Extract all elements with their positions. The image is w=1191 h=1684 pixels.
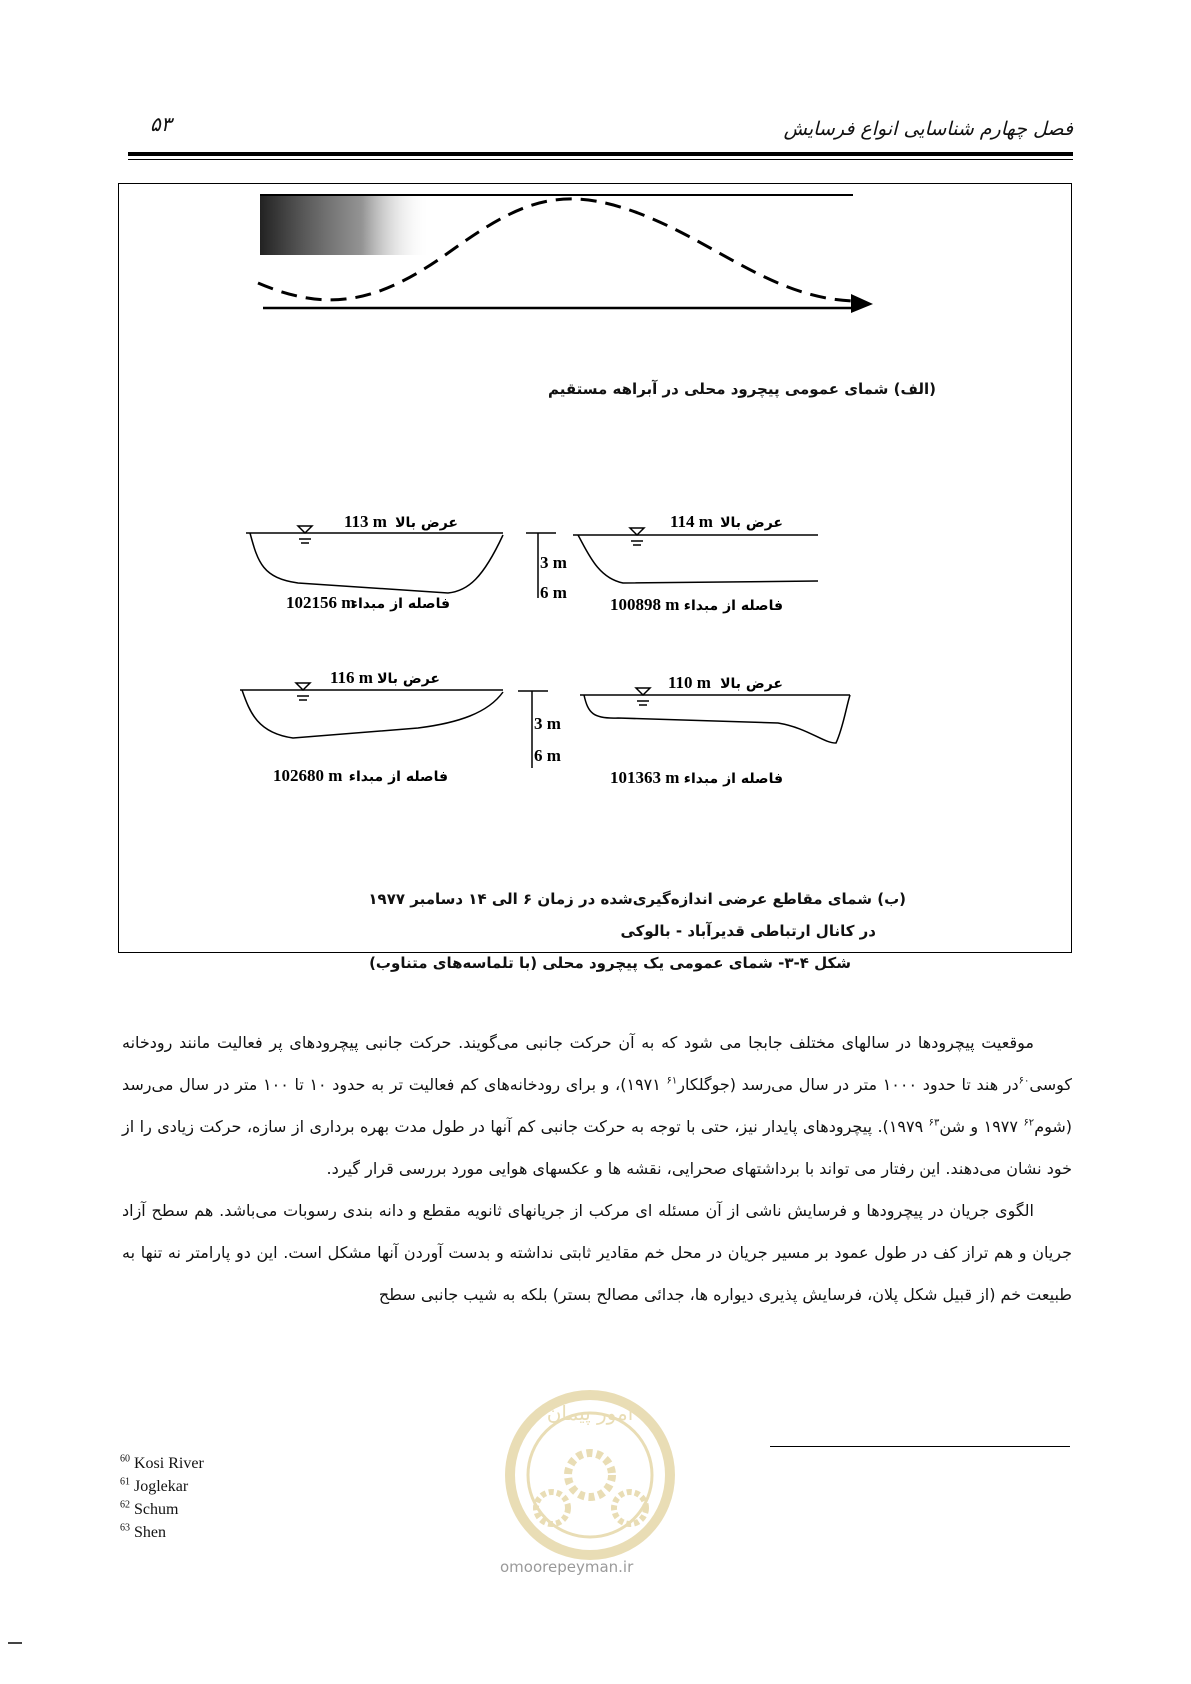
cross-section-4: [580, 673, 850, 787]
section-2-width-label: عرض بالا: [720, 515, 783, 531]
section-4-distance-label: فاصله از مبداء: [683, 771, 783, 787]
page-number: ۵۳: [150, 112, 172, 136]
section-2-distance: 100898 m: [610, 595, 680, 614]
footnote-60: $^{60}$ Kosi River: [120, 1453, 204, 1472]
section-1-width: 113 m: [344, 512, 387, 531]
footnote-rule: [770, 1446, 1070, 1447]
svg-text:امور پیمان: امور پیمان: [546, 1401, 634, 1425]
running-header-title: فصل چهارم شناسایی انواع فرسایش: [783, 118, 1073, 140]
cross-section-3: [240, 668, 503, 785]
paragraph-1: موقعیت پیچرودها در سالهای مختلف جابجا می شود که به آن حرکت جانبی می‌گویند. حرکت جانبی پیچرودهای پر فعالیت مانند رودخانه کوسی$^{۶۰}$در هند تا حدود ۱۰۰۰ متر در سال می‌رسد (جوگلکار$^{۶۱}$ ۱۹۷۱)، و برای رودخانه‌های کم فعالیت تر به حدود ۱۰ تا ۱۰۰ متر در سال می‌رسد (شوم$^{۶۲}$ ۱۹۷۷ و شن$^{۶۳}$ ۱۹۷۹). پیچرودهای پایدار نیز، حتی با توجه به حرکت جانبی کم آنها در طول مدت بهره برداری از سازه، حرکت زیادی را از خود نشان می‌دهند. این رفتار می تواند با برداشتهای صحرایی، نقشه ها و عکسهای هوایی مورد بررسی قرار گیرد.: [122, 1033, 1073, 1178]
scale-2-6m: 6 m: [534, 746, 561, 765]
figure-caption: شکل ۴-۳- شمای عمومی یک پیچرود محلی (با تلماسه‌های متناوب): [369, 954, 851, 972]
water-level-icon: [298, 526, 312, 543]
section-4-distance: 101363 m: [610, 768, 680, 787]
water-level-icon: [296, 683, 310, 700]
scale-2-3m: 3 m: [534, 714, 561, 733]
header-rule-thick: [128, 152, 1073, 156]
section-3-width-label: عرض بالا: [377, 671, 440, 687]
footnote-63: $^{63}$ Shen: [120, 1522, 166, 1541]
section-3-distance: 102680 m: [273, 766, 343, 785]
water-level-icon: [630, 528, 644, 545]
header-rule-thin: [128, 159, 1073, 160]
figure-caption-b-line1: (ب) شمای مقاطع عرضی اندازه‌گیری‌شده در زمان ۶ الی ۱۴ دسامبر ۱۹۷۷: [368, 890, 906, 908]
section-3-distance-label: فاصله از مبداء: [348, 769, 448, 785]
footnote-62: $^{62}$ Schum: [120, 1499, 179, 1518]
figure-caption-a: (الف) شمای عمومی پیچرود محلی در آبراهه مستقیم: [547, 380, 936, 398]
scale-1-6m: 6 m: [540, 583, 567, 602]
plan-view-sketch: [258, 195, 873, 313]
section-1-distance: 102156 m: [286, 593, 356, 612]
section-1-width-label: عرض بالا: [395, 515, 458, 531]
footnote-61: $^{61}$ Joglekar: [120, 1476, 189, 1495]
scale-bar-1: [526, 533, 567, 602]
section-3-width: 116 m: [330, 668, 373, 687]
cross-section-1: [246, 512, 503, 612]
watermark-site: omoorepeyman.ir: [500, 1558, 634, 1576]
watermark-logo: [490, 1380, 690, 1560]
section-2-distance-label: فاصله از مبداء: [683, 598, 783, 614]
scale-1-3m: 3 m: [540, 553, 567, 572]
flow-arrow-icon: [851, 294, 873, 313]
figure-caption-b-line2: در کانال ارتباطی قدیرآباد - بالوکی: [620, 922, 876, 940]
body-text: [122, 1022, 1072, 1316]
margin-mark: [8, 1642, 22, 1644]
section-1-distance-label: فاصله از مبداء: [350, 596, 450, 612]
meander-figure: [118, 183, 1072, 953]
footnotes: [120, 1452, 204, 1544]
bank-shading: [260, 195, 430, 255]
section-4-width-label: عرض بالا: [720, 676, 783, 692]
paragraph-2: الگوی جریان در پیچرودها و فرسایش ناشی از آن مسئله ای مرکب از جریانهای ثانویه مقطع و دانه بندی رسوبات می‌باشد. هم سطح آزاد جریان و هم تراز کف در طول عمود بر مسیر جریان در محل خم مقادیر ثابتی نداشته و بدست آوردن آنها مشکل است. این دو پارامتر نه تنها به طبیعت خم (از قبیل شکل پلان، فرسایش پذیری دیواره ها، جدائی مصالح بستر) بلکه به شیب جانبی سطح: [122, 1201, 1072, 1304]
section-2-width: 114 m: [670, 512, 713, 531]
water-level-icon: [636, 688, 650, 705]
scale-bar-2: [518, 691, 561, 768]
cross-section-2: [573, 512, 818, 614]
section-4-width: 110 m: [668, 673, 711, 692]
